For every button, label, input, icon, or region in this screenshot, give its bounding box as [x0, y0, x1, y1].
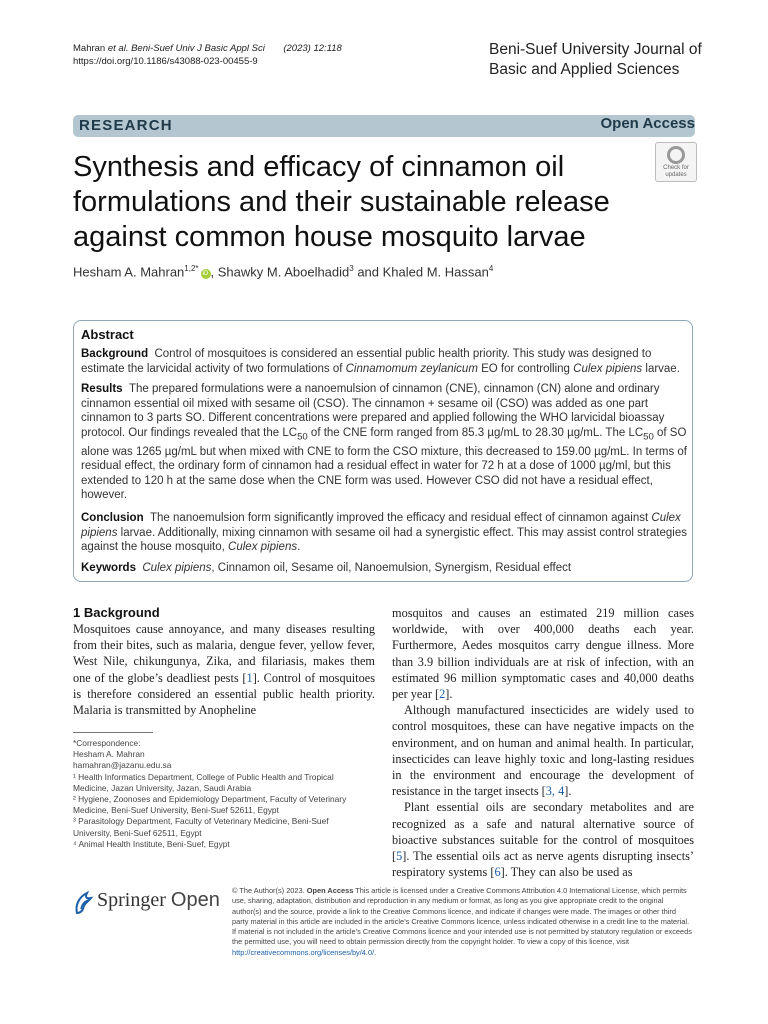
correspondence-email[interactable]: hamahran@jazanu.edu.sa: [73, 760, 172, 771]
open-access-bold: Open Access: [306, 886, 354, 895]
springer-open-wordmark: [97, 889, 220, 912]
springer-word: Springer: [97, 889, 166, 911]
journal-name-line2: Basic and Applied Sciences: [489, 61, 680, 78]
body-column-left: [73, 621, 375, 718]
citation-link[interactable]: 2: [439, 687, 446, 702]
paragraph: [392, 799, 694, 880]
text-run: Although manufactured insecticides are widely used to control mosquitoes, these can have negative impacts on the environment, and on human and animal health. In particular, insecticides can leave highly toxic and long-lasting residues in the environment and encourage the development of resistance in the target insects [: [392, 703, 694, 799]
text-run: larvae. Additionally, mixing cinnamon with sesame oil had a synergistic effect. This may assist control strategies against the house mosquito,: [81, 526, 687, 554]
abstract-results: [81, 382, 687, 503]
text-run: Control of mosquitoes is considered an essential public health priority. This study was designed to estimate the larvicidal activity of two formulations of: [81, 348, 652, 375]
section-heading: 1 Background: [73, 605, 160, 620]
text-run: larvae.: [642, 362, 680, 375]
abstract-heading: Abstract: [81, 327, 134, 342]
journal-name: [489, 40, 709, 80]
doi-link[interactable]: https://doi.org/10.1186/s43088-023-00455-9: [73, 56, 258, 67]
footnotes: [73, 738, 363, 850]
journal-name-line1: Beni-Suef University Journal of: [489, 41, 702, 58]
correspondence-label: *Correspondence:: [73, 738, 141, 748]
citation-link[interactable]: 6: [494, 865, 501, 880]
text-run: This article is licensed under a Creative Commons Attribution 4.0 International License, which permits use, sharing, adaptation, distribution and reproduction in any medium or format, as long as you give appropriate credit to the original author(s) and the source, provide a link to the Creative Commons licence, and indicate if changes were made. The images or other third party material in this article are included in the article’s Creative Commons licence, unless indicated otherwise in a credit line to the material. If material is not included in the article’s Creative Commons licence and your intended use is not permitted by statutory regulation or exceeds the permitted use, you will need to obtain permission directly from the copyright holder. To view a copy of this licence, visit: [232, 886, 692, 947]
author-2: , Shawky M. Aboelhadid: [210, 264, 350, 280]
text-run: The nanoemulsion form significantly improved the efficacy and residual effect of cinnamon against: [150, 512, 652, 524]
species-name: Culex pipiens: [228, 541, 298, 554]
subscript: 50: [297, 431, 308, 443]
body-column-right: [392, 605, 694, 880]
article-title: Synthesis and efficacy of cinnamon oil formulations and their sustainable release against common house mosquito larvae: [73, 151, 610, 253]
paragraph: [392, 702, 694, 799]
species-name: Culex pipiens: [142, 562, 212, 574]
affiliation-1: ¹ Health Informatics Department, College of Public Health and Tropical Medicine, Jazan University, Jazan, Saudi Arabia: [73, 771, 334, 793]
text-run: ].: [564, 784, 572, 799]
abstract-keywords: [81, 561, 687, 576]
text-run: .: [297, 541, 301, 554]
springer-horse-logo: [73, 889, 95, 915]
author-list: [73, 264, 493, 279]
citation-authors: Mahran: [73, 43, 106, 54]
author-3-affil: 4: [488, 264, 494, 273]
badge-text-line2: updates: [665, 171, 687, 178]
text-run: Plant essential oils are secondary metabolites and are recognized as a safe and natural alternative source of bioactive substances suitable for the control of mosquitoes [: [392, 800, 694, 864]
text-run: The prepared formulations were a nanoemulsion of cinnamon (CNE), cinnamon (CN) alone and ordinary cinnamon essential oil mixed with sesame oil (CSO). The cinnamon + sesame oil (CSO) was added as one part cinnamon to 3 parts SO. Different concentrations were prepared and applied following the WHO larvicidal bioassay protocol. Our findings revealed that the LC: [81, 383, 665, 439]
text-run: mosquitos and causes an estimated 219 million cases worldwide, with over 400,000 deaths each year. Furthermore, Aedes mosquitos carry dengue illness. More than 3.9 billion individuals are at risk of infection, with an estimated 96 million symptomatic cases and 40,000 deaths per year [: [392, 606, 694, 702]
species-name: Culex pipiens: [573, 362, 643, 375]
license-text: [232, 886, 692, 958]
results-label: Results: [81, 383, 123, 395]
author-2-affil: 3: [349, 264, 354, 273]
text-run: ].: [445, 687, 453, 702]
text-run: ]. Control of mosquitoes is therefore considered an essential public health priority. Malaria is transmitted by Anopheline: [73, 670, 375, 718]
license-link[interactable]: http://creativecommons.org/licenses/by/4.0/: [232, 947, 375, 957]
citation-journal: et al. Beni-Suef Univ J Basic Appl Sci: [107, 43, 265, 54]
badge-text-line1: Check for: [663, 165, 689, 171]
text-run: EO for controlling: [477, 362, 574, 375]
text-run: © The Author(s) 2023.: [232, 886, 307, 895]
subscript: 50: [643, 431, 654, 443]
footnote-divider: [73, 732, 153, 733]
species-name: Culex pipiens: [81, 512, 681, 539]
background-label: Background: [81, 348, 149, 360]
author-1-affil: 1,2*: [184, 264, 199, 273]
text-run: .: [374, 947, 377, 957]
citation-year: (2023) 12:118: [283, 43, 342, 54]
affiliation-2: ² Hygiene, Zoonoses and Epidemiology Department, Faculty of Veterinary Medicine, Beni-Suef University, Beni-Suef 52611, Egypt: [73, 794, 347, 816]
text-run: of SO alone was 1265 µg/mL but when mixed with CNE to form the CSO mixture, this decreased to 159.00 µg/mL. In terms of residual effect, the ordinary form of cinnamon had a residual effect in water for 72 h at a dose of 1000 µg/ml, but this extended to 120 h at the same dose when the CNE form was used. However CSO did not have a residual effect, however.: [81, 426, 687, 502]
abstract-background: [81, 347, 687, 376]
citation-link[interactable]: 5: [396, 849, 403, 864]
citation-link[interactable]: 3, 4: [545, 784, 565, 799]
author-1: Hesham A. Mahran: [73, 264, 185, 280]
article-type-label: RESEARCH: [79, 117, 173, 134]
text-run: ]. They can also be used as: [500, 865, 633, 880]
author-3: and Khaled M. Hassan: [353, 264, 489, 280]
orcid-icon[interactable]: iD: [201, 269, 211, 279]
affiliation-3: ³ Parasitology Department, Faculty of Veterinary Medicine, Beni-Suef University, Beni-Suef 62511, Egypt: [73, 816, 329, 838]
keywords-label: Keywords: [81, 562, 136, 574]
species-name: Cinnamomum zeylanicum: [345, 362, 478, 375]
text-run: ]. The essential oils act as nerve agents disrupting insects’ respiratory systems [: [392, 849, 694, 880]
keywords-list: , Cinnamon oil, Sesame oil, Nanoemulsion, Synergism, Residual effect: [211, 562, 572, 574]
citation-link[interactable]: 1: [246, 670, 253, 685]
running-header: [73, 42, 342, 68]
abstract-conclusion: [81, 511, 687, 555]
correspondence-name: Hesham A. Mahran: [73, 749, 145, 760]
open-word: Open: [170, 889, 220, 911]
conclusion-label: Conclusion: [81, 512, 144, 524]
affiliation-4: ⁴ Animal Health Institute, Beni-Suef, Egypt: [73, 838, 230, 849]
check-for-updates-icon[interactable]: [655, 142, 697, 182]
text-run: Mosquitoes cause annoyance, and many diseases resulting from their bites, such as malaria, dengue fever, yellow fever, West Nile, chikungunya, Zika, and filariasis, makes them one of the globe’s deadliest pests [: [73, 622, 375, 685]
text-run: of the CNE form ranged from 85.3 µg/mL to 28.30 µg/mL. The LC: [307, 426, 644, 439]
open-access-label: Open Access: [600, 115, 695, 132]
